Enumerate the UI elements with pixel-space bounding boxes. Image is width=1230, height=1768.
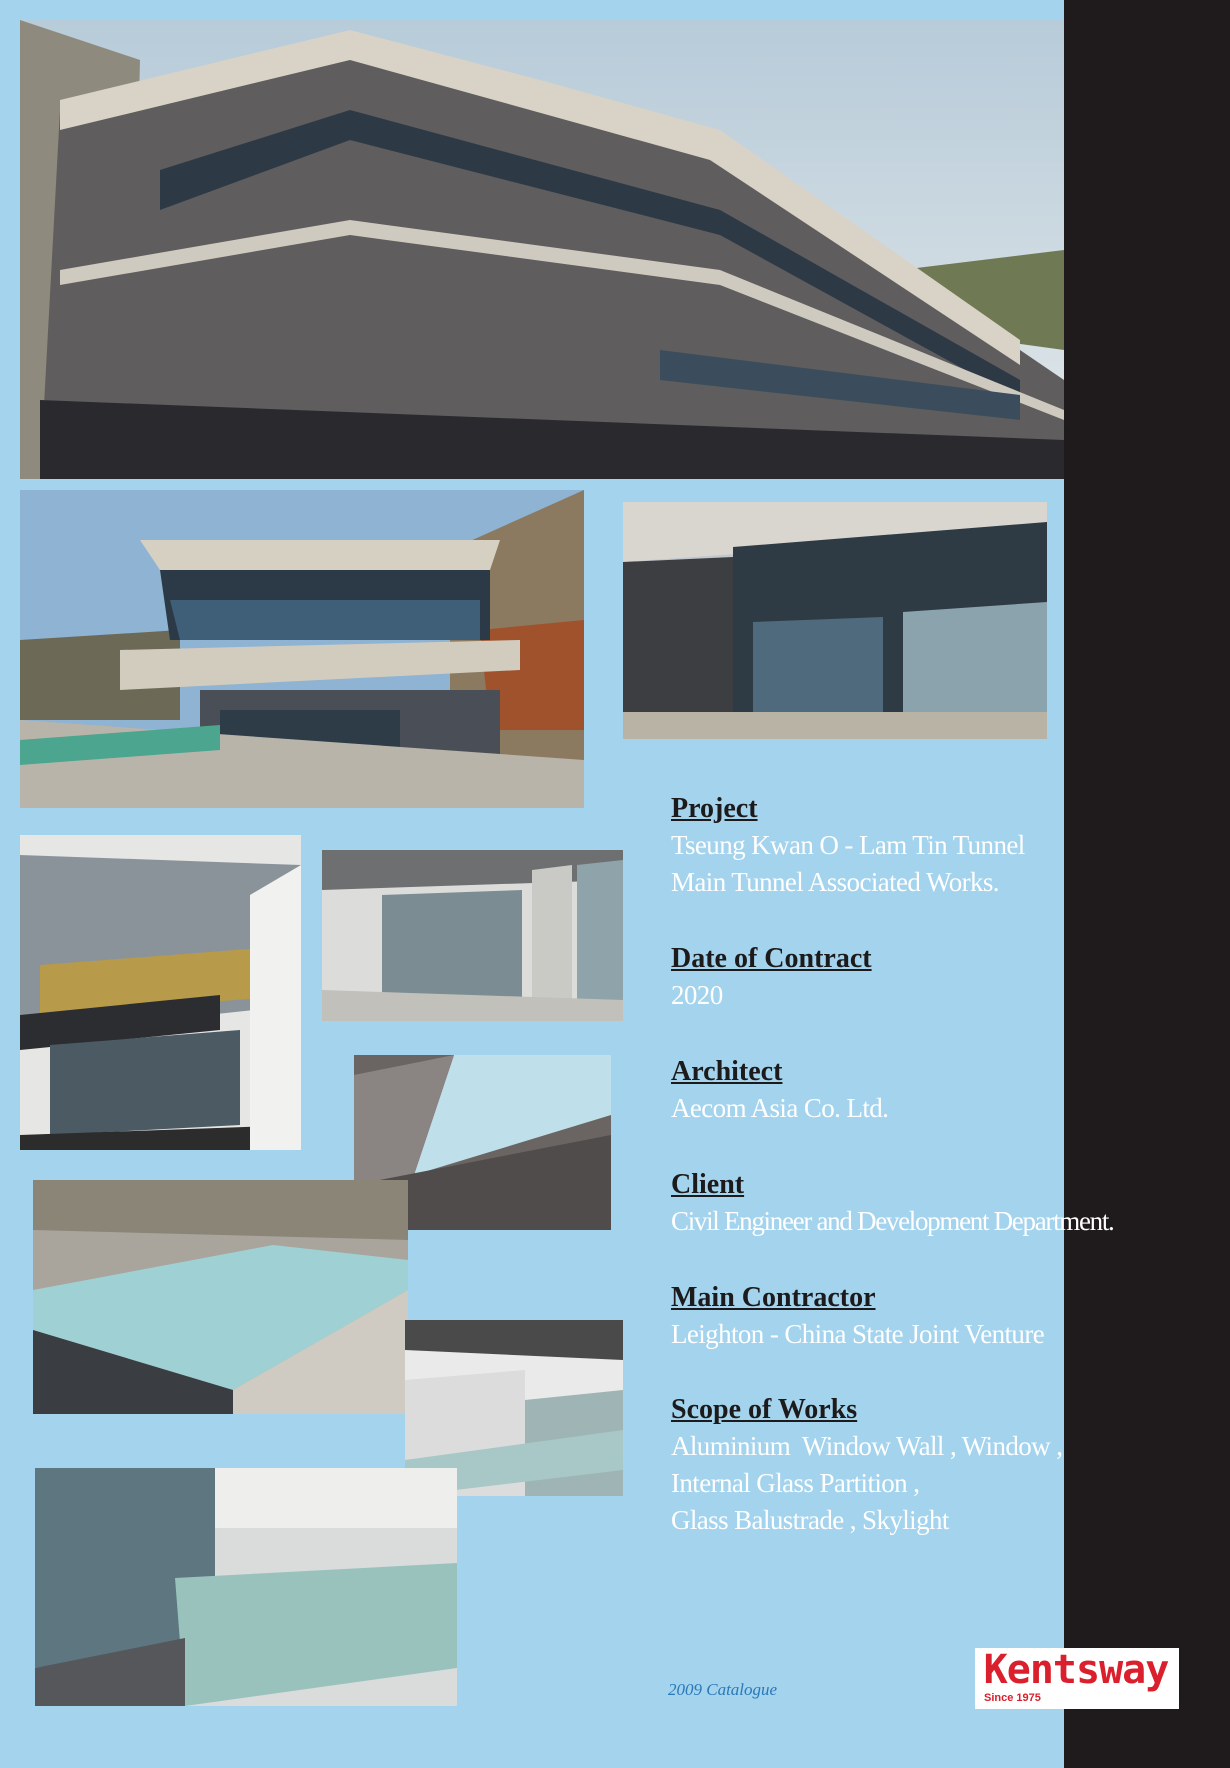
architect-value: Aecom Asia Co. Ltd. <box>671 1093 889 1123</box>
scope-of-works-heading: Scope of Works <box>671 1394 858 1425</box>
project-line-2: Main Tunnel Associated Works. <box>671 867 999 897</box>
photo-interior-atrium-window-wall <box>20 835 301 1150</box>
main-contractor-value: Leighton - China State Joint Venture <box>671 1319 1045 1349</box>
main-contractor-section <box>671 1280 1044 1353</box>
date-of-contract-heading: Date of Contract <box>671 943 872 974</box>
architect-heading: Architect <box>671 1056 783 1087</box>
logo-wordmark: Kentsway <box>983 1647 1169 1693</box>
photo-administration-entrance <box>623 502 1047 739</box>
photo-staircase-glass-balustrade <box>35 1468 457 1706</box>
photo-building-side-view <box>20 490 584 808</box>
photo-building-exterior-main <box>20 20 1064 479</box>
project-heading: Project <box>671 793 758 824</box>
main-contractor-heading: Main Contractor <box>671 1282 876 1313</box>
photo-skylight-roof <box>33 1180 408 1414</box>
architect-section <box>671 1054 888 1127</box>
scope-line-3: Glass Balustrade , Skylight <box>671 1505 949 1535</box>
kentsway-logo <box>975 1648 1179 1709</box>
project-section <box>671 791 1025 901</box>
scope-line-1: Aluminium Window Wall , Window , <box>671 1431 1063 1461</box>
scope-line-2: Internal Glass Partition , <box>671 1468 920 1498</box>
client-heading: Client <box>671 1169 745 1200</box>
project-line-1: Tseung Kwan O - Lam Tin Tunnel <box>671 830 1025 860</box>
logo-since: Since 1975 <box>984 1692 1041 1704</box>
date-of-contract-value: 2020 <box>671 980 723 1010</box>
photo-interior-glass-partition <box>322 850 623 1021</box>
right-sidebar <box>1064 0 1230 1768</box>
date-of-contract-section <box>671 941 872 1014</box>
client-section <box>671 1167 1114 1240</box>
catalogue-label: 2009 Catalogue <box>668 1680 778 1699</box>
client-value: Civil Engineer and Development Department. <box>671 1206 1114 1236</box>
scope-of-works-section <box>671 1392 1062 1539</box>
